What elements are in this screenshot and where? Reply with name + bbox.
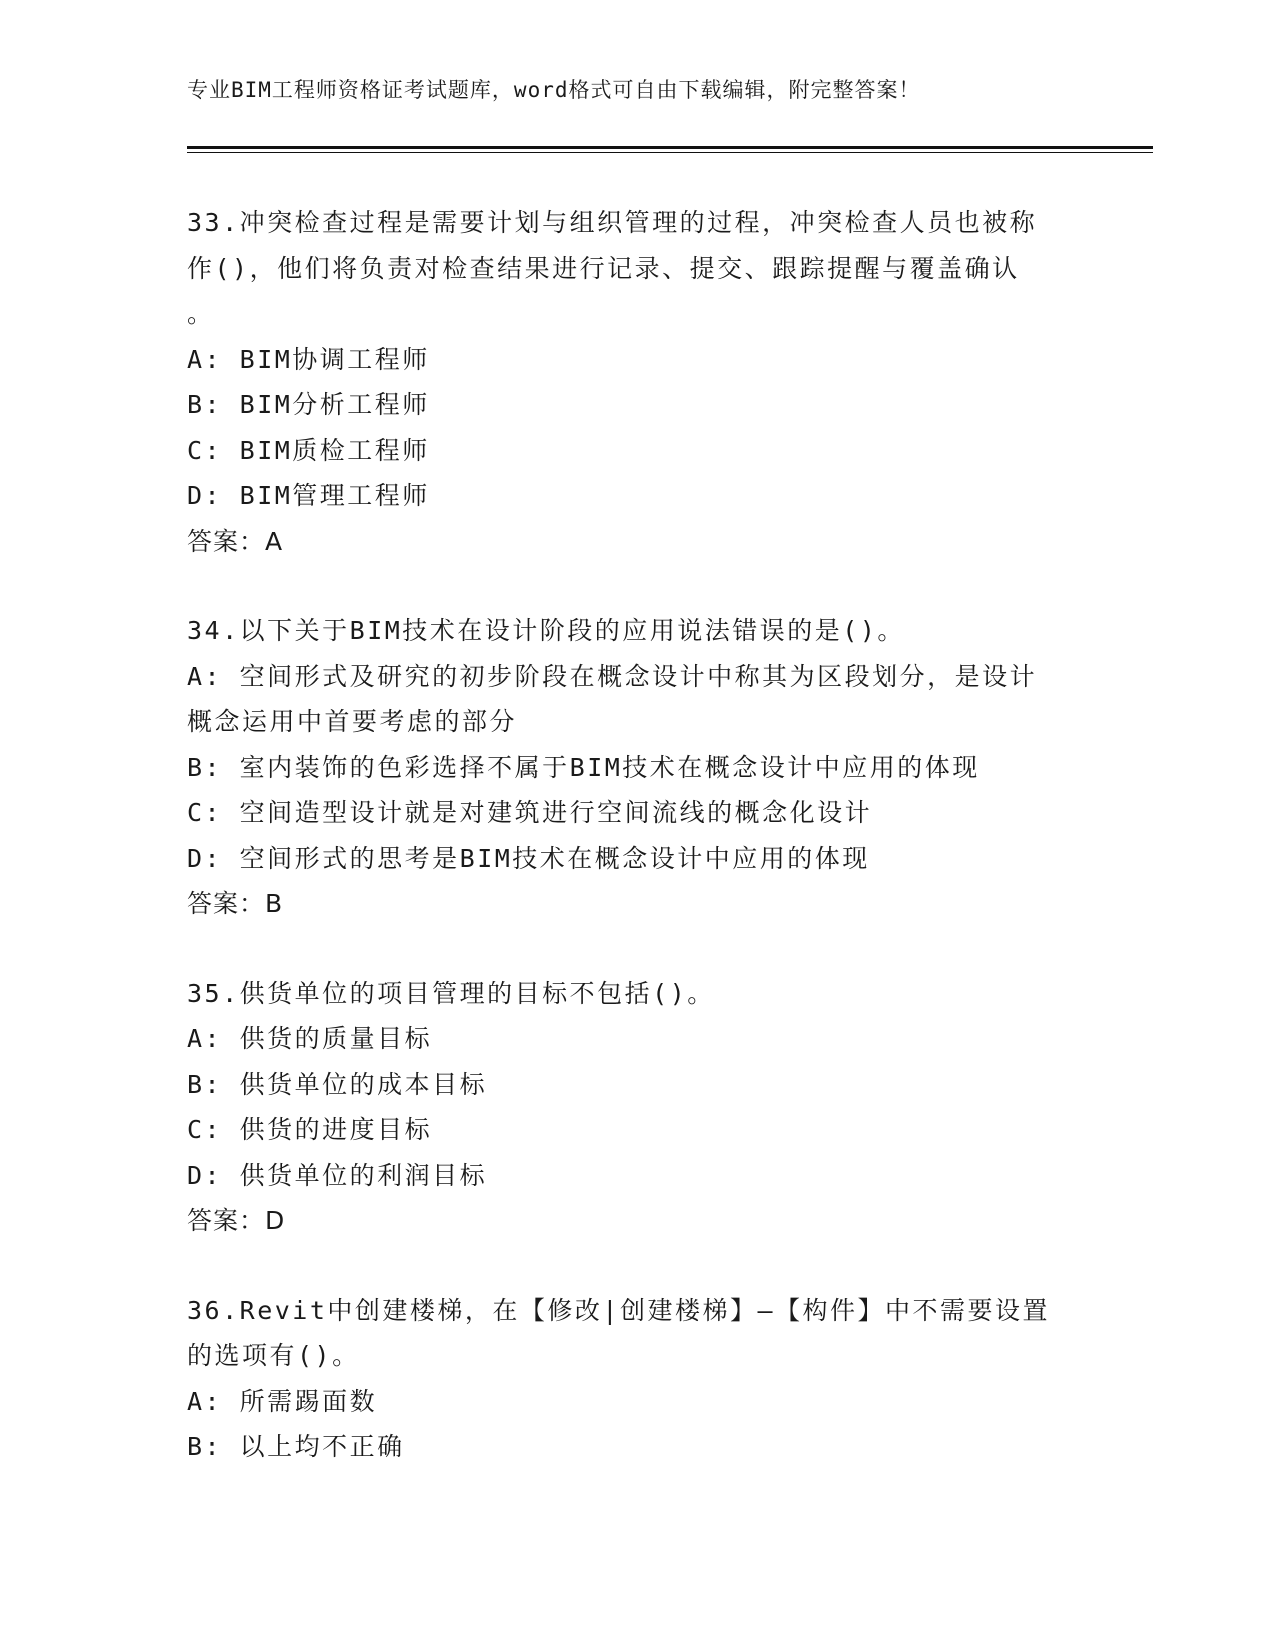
- page-header: 专业BIM工程师资格证考试题库，word格式可自由下载编辑，附完整答案！: [187, 78, 921, 102]
- option-d: D: 空间形式的思考是BIM技术在概念设计中应用的体现: [187, 843, 870, 873]
- header-divider-thick: [187, 146, 1153, 149]
- option-b: B: 供货单位的成本目标: [187, 1069, 488, 1099]
- question-36: [187, 1288, 1087, 1470]
- question-stem-line: 33.冲突检查过程是需要计划与组织管理的过程，冲突检查人员也被称: [187, 208, 1038, 237]
- question-34: [187, 608, 1087, 927]
- question-stem-line: 35.供货单位的项目管理的目标不包括()。: [187, 978, 715, 1008]
- option-b: B: BIM分析工程师: [187, 390, 430, 419]
- question-35: [187, 971, 1087, 1244]
- question-stem-line: 34.以下关于BIM技术在设计阶段的应用说法错误的是()。: [187, 616, 905, 645]
- question-list: [187, 200, 1087, 1514]
- option-a: A: BIM协调工程师: [187, 344, 430, 374]
- option-a: A: 所需踢面数: [187, 1386, 378, 1416]
- option-d: D: 供货单位的利润目标: [187, 1160, 488, 1190]
- answer-line: 答案：D: [187, 1206, 286, 1235]
- option-b: B: 室内装饰的色彩选择不属于BIM技术在概念设计中应用的体现: [187, 752, 980, 782]
- question-33: [187, 200, 1087, 564]
- option-a-continued: 概念运用中首要考虑的部分: [187, 707, 518, 736]
- option-a: A: 供货的质量目标: [187, 1024, 433, 1053]
- question-stem-line: 。: [187, 299, 215, 328]
- option-a: A: 空间形式及研究的初步阶段在概念设计中称其为区段划分，是设计: [187, 661, 1038, 691]
- question-stem-line: 36.Revit中创建楼梯，在【修改|创建楼梯】—【构件】中不需要设置: [187, 1295, 1051, 1325]
- answer-line: 答案：B: [187, 889, 284, 918]
- option-b: B: 以上均不正确: [187, 1432, 405, 1461]
- question-stem-line: 的选项有()。: [187, 1341, 360, 1370]
- question-stem-line: 作()，他们将负责对检查结果进行记录、提交、跟踪提醒与覆盖确认: [187, 253, 1020, 283]
- answer-line: 答案：A: [187, 526, 284, 556]
- option-c: C: 供货的进度目标: [187, 1115, 433, 1144]
- option-c: C: BIM质检工程师: [187, 435, 430, 465]
- option-c: C: 空间造型设计就是对建筑进行空间流线的概念化设计: [187, 798, 873, 827]
- header-divider-thin: [187, 152, 1153, 153]
- option-d: D: BIM管理工程师: [187, 481, 430, 510]
